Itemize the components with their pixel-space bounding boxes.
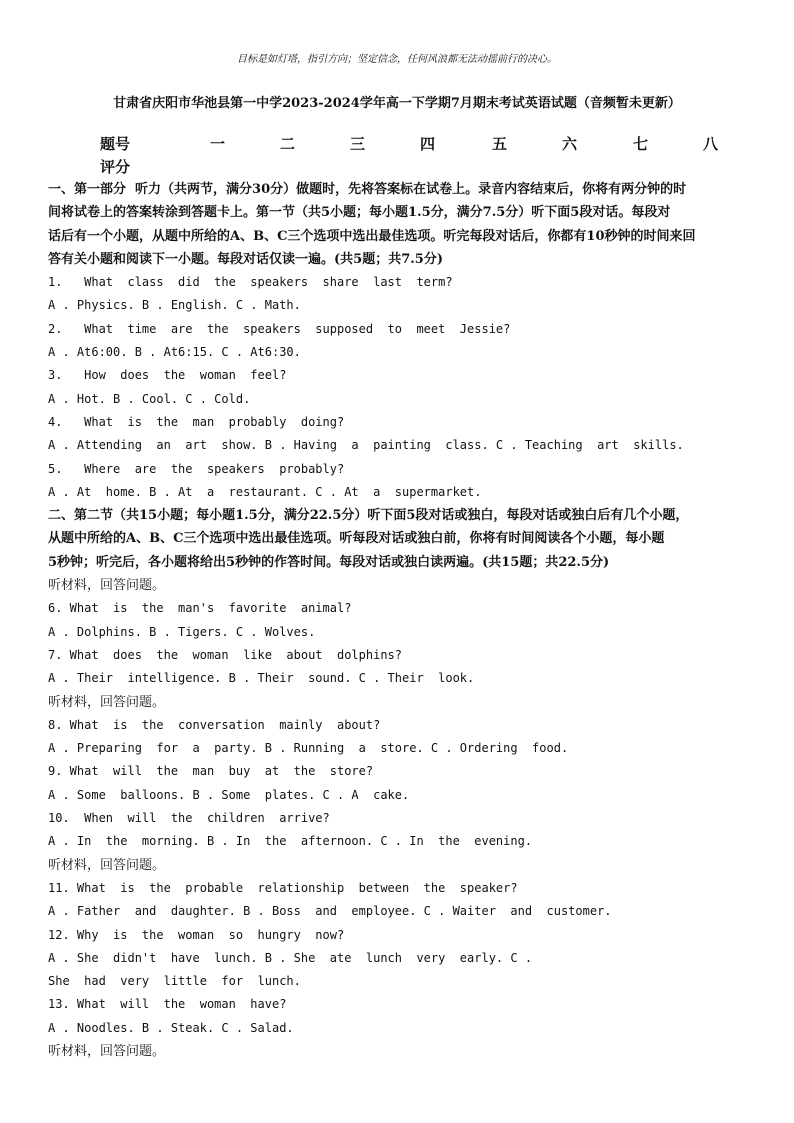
- listen-prompt-line: 听材料，回答问题。: [48, 1043, 166, 1059]
- score-col-2: 二: [280, 135, 296, 153]
- section-instruction-line: 一、第一部分 听力（共两节，满分30分）做题时，先将答案标在试卷上。录音内容结束后，你将有两分钟的时: [48, 182, 687, 197]
- question-line: A . Preparing for a party. B . Running a store. C . Ordering food.: [48, 741, 569, 756]
- question-line: A . Some balloons. B . Some plates. C . A cake.: [48, 787, 410, 802]
- section-instruction-line: 5秒钟；听完后，各小题将给出5秒钟的作答时间。每段对话或独白读两遍。(共15题；共22.5分): [48, 554, 610, 570]
- question-line: 3. How does the woman feel?: [48, 368, 287, 383]
- score-col-3: 三: [350, 135, 366, 153]
- question-line: 9. What will the man buy at the store?: [48, 764, 374, 779]
- section-instruction-line: 从题中所给的A、B、C三个选项中选出最佳选项。听每段对话或独白前，你将有时间阅读各个小题，每小题: [48, 531, 665, 547]
- score-col-1: 一: [210, 135, 226, 153]
- score-table-header-row: [100, 133, 740, 153]
- question-line: A . Physics. B . English. C . Math.: [48, 298, 301, 313]
- listen-prompt-line: 听材料，回答问题。: [48, 578, 166, 594]
- score-col-6: 六: [562, 135, 578, 153]
- score-col-8: 八: [703, 135, 719, 153]
- listen-prompt-line: 听材料，回答问题。: [48, 694, 166, 710]
- score-table-label-score: 评分: [100, 158, 131, 176]
- header-motto: 目标是如灯塔，指引方向；坚定信念，任何风浪都无法动摇前行的决心。: [237, 54, 557, 65]
- question-line: A . Father and daughter. B . Boss and employee. C . Waiter and customer.: [48, 904, 612, 919]
- score-col-4: 四: [420, 135, 436, 153]
- question-line: A . Attending an art show. B . Having a painting class. C . Teaching art skills.: [48, 438, 684, 453]
- listen-prompt-line: 听材料，回答问题。: [48, 857, 166, 873]
- section-instruction-line: 答有关小题和阅读下一小题。每段对话仅读一遍。(共5题；共7.5分): [48, 251, 443, 267]
- question-body: [48, 178, 748, 1063]
- question-line: A . Hot. B . Cool. C . Cold.: [48, 391, 251, 406]
- score-col-5: 五: [492, 135, 508, 153]
- question-line: A . In the morning. B . In the afternoon. C . In the evening.: [48, 834, 533, 849]
- question-line: A . She didn't have lunch. B . She ate lunch very early. C .: [48, 950, 533, 965]
- question-line: 5. Where are the speakers probably?: [48, 461, 345, 476]
- exam-title: 甘肃省庆阳市华池县第一中学2023-2024学年高一下学期7月期末考试英语试题（音频暂未更新）: [113, 96, 681, 111]
- section-instruction-line: 间将试卷上的答案转涂到答题卡上。第一节（共5小题；每小题1.5分，满分7.5分）听下面5段对话。每段对: [48, 205, 671, 221]
- question-line: A . At home. B . At a restaurant. C . At a supermarket.: [48, 484, 482, 499]
- question-line: 1. What class did the speakers share last term?: [48, 275, 453, 290]
- question-line: A . Their intelligence. B . Their sound. C . Their look.: [48, 671, 475, 686]
- question-line: 2. What time are the speakers supposed to meet Jessie?: [48, 321, 511, 336]
- section-instruction-line: 二、第二节（共15小题；每小题1.5分，满分22.5分）听下面5段对话或独白，每段对话或独白后有几个小题，: [48, 508, 689, 524]
- question-line: She had very little for lunch.: [48, 974, 301, 989]
- score-col-7: 七: [633, 135, 649, 153]
- question-line: A . At6:00. B . At6:15. C . At6:30.: [48, 345, 301, 360]
- question-line: 7. What does the woman like about dolphins?: [48, 647, 403, 662]
- question-line: 12. Why is the woman so hungry now?: [48, 927, 345, 942]
- question-line: A . Dolphins. B . Tigers. C . Wolves.: [48, 624, 316, 639]
- question-line: 4. What is the man probably doing?: [48, 414, 345, 429]
- question-line: 11. What is the probable relationship between the speaker?: [48, 880, 518, 895]
- score-table-label-item: 题号: [100, 135, 131, 153]
- question-line: 8. What is the conversation mainly about?: [48, 717, 381, 732]
- question-line: 6. What is the man's favorite animal?: [48, 601, 352, 616]
- question-line: A . Noodles. B . Steak. C . Salad.: [48, 1020, 294, 1035]
- question-line: 13. What will the woman have?: [48, 997, 287, 1012]
- question-line: 10. When will the children arrive?: [48, 811, 330, 826]
- section-instruction-line: 话后有一个小题，从题中所给的A、B、C三个选项中选出最佳选项。听完每段对话后，你都有10秒钟的时间来回: [48, 228, 696, 244]
